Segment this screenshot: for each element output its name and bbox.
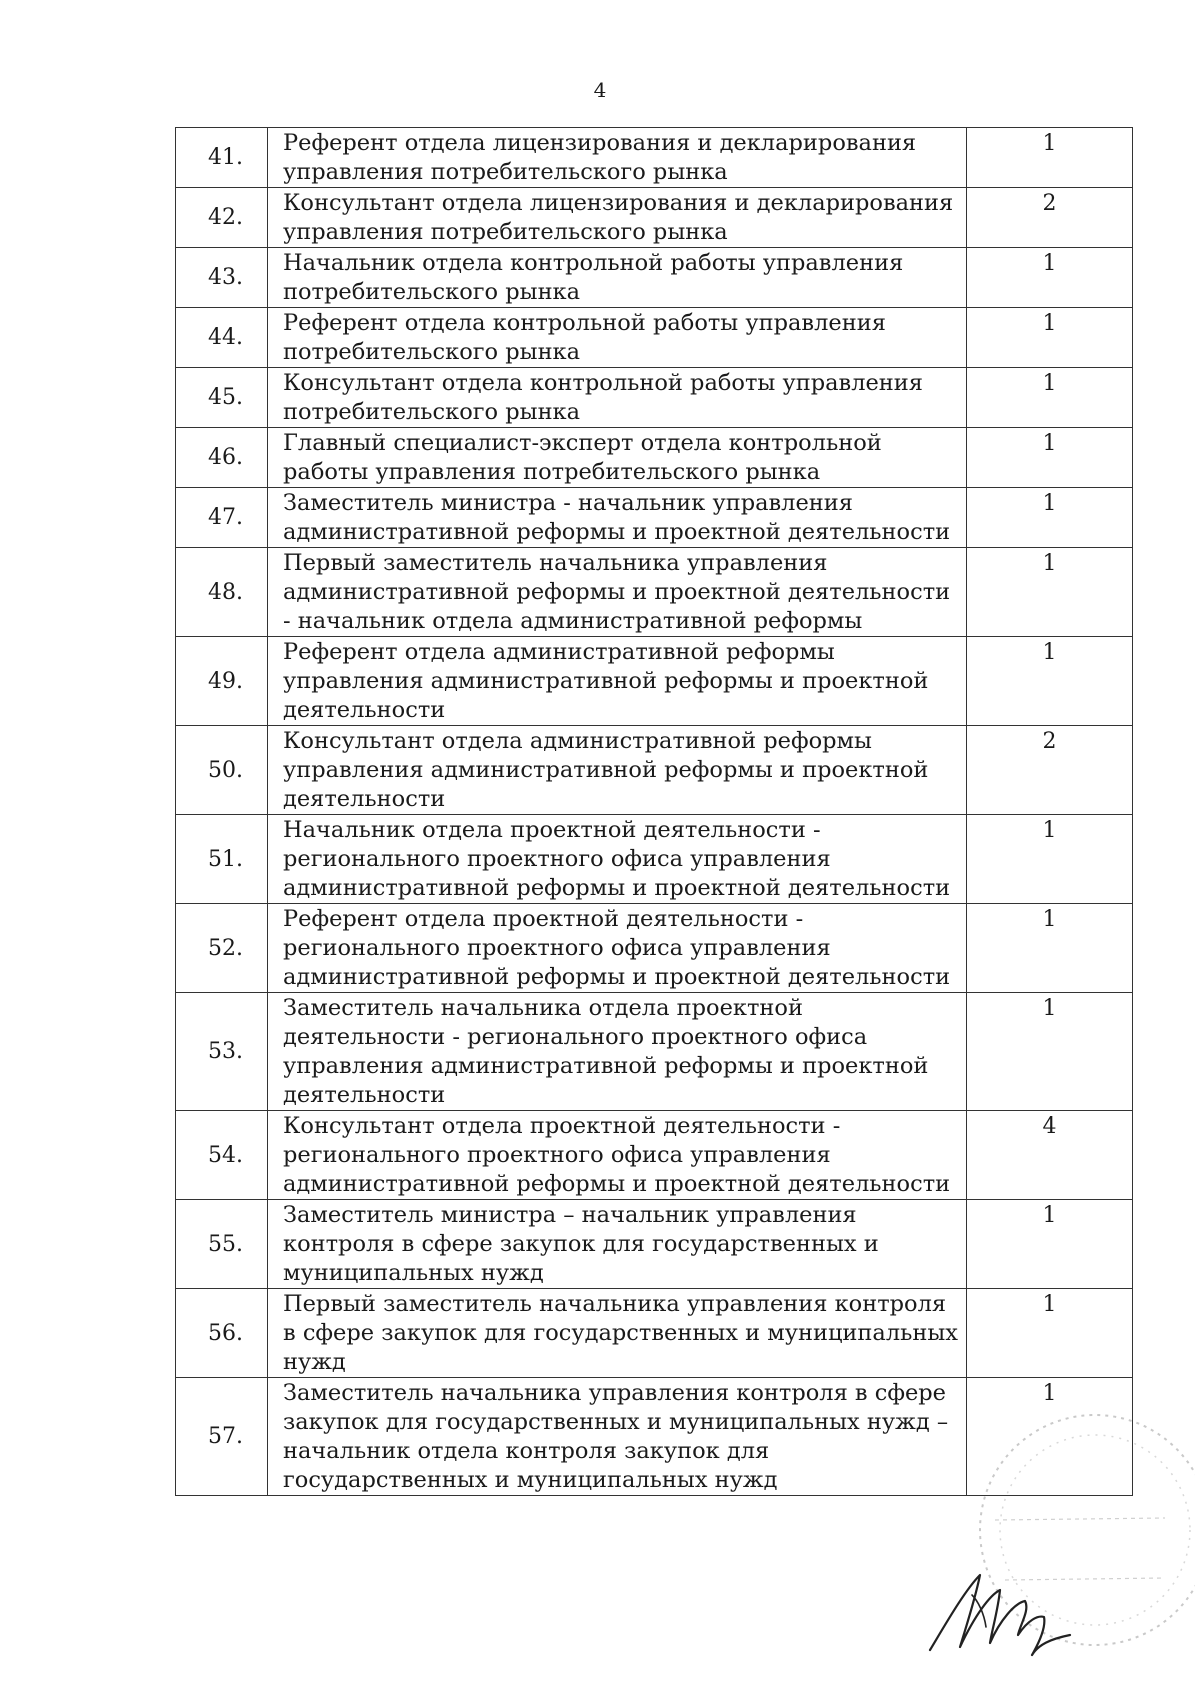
row-number: 56. [176, 1289, 268, 1378]
table-row [176, 1111, 1133, 1200]
position-title: Консультант отдела проектной деятельности - регионального проектного офиса управления административной реформы и проектной деятельности [268, 1111, 967, 1200]
table-row [176, 815, 1133, 904]
position-count: 2 [967, 188, 1133, 248]
row-number: 52. [176, 904, 268, 993]
position-count: 1 [967, 637, 1133, 726]
position-count: 2 [967, 726, 1133, 815]
position-count: 1 [967, 1200, 1133, 1289]
position-title: Первый заместитель начальника управления административной реформы и проектной деятельности - начальник отдела административной реформы [268, 548, 967, 637]
table-row [176, 637, 1133, 726]
table-row [176, 488, 1133, 548]
row-number: 55. [176, 1200, 268, 1289]
position-title: Заместитель начальника управления контроля в сфере закупок для государственных и муниципальных нужд – начальник отдела контроля закупок для государственных и муниципальных нужд [268, 1378, 967, 1496]
position-title: Референт отдела контрольной работы управления потребительского рынка [268, 308, 967, 368]
position-title: Начальник отдела проектной деятельности - регионального проектного офиса управления административной реформы и проектной деятельности [268, 815, 967, 904]
position-count: 4 [967, 1111, 1133, 1200]
position-count: 1 [967, 488, 1133, 548]
row-number: 50. [176, 726, 268, 815]
position-title: Заместитель министра – начальник управления контроля в сфере закупок для государственных и муниципальных нужд [268, 1200, 967, 1289]
position-title: Начальник отдела контрольной работы управления потребительского рынка [268, 248, 967, 308]
position-title: Референт отдела проектной деятельности - регионального проектного офиса управления административной реформы и проектной деятельности [268, 904, 967, 993]
row-number: 51. [176, 815, 268, 904]
row-number: 47. [176, 488, 268, 548]
position-title: Консультант отдела контрольной работы управления потребительского рынка [268, 368, 967, 428]
table-row [176, 1378, 1133, 1496]
table-row [176, 428, 1133, 488]
table-row [176, 248, 1133, 308]
position-count: 1 [967, 904, 1133, 993]
row-number: 44. [176, 308, 268, 368]
position-title: Референт отдела лицензирования и декларирования управления потребительского рынка [268, 128, 967, 188]
row-number: 48. [176, 548, 268, 637]
table-row [176, 1289, 1133, 1378]
table-row [176, 993, 1133, 1111]
position-count: 1 [967, 368, 1133, 428]
position-title: Первый заместитель начальника управления контроля в сфере закупок для государственных и муниципальных нужд [268, 1289, 967, 1378]
table-row [176, 726, 1133, 815]
position-count: 1 [967, 815, 1133, 904]
position-count: 1 [967, 548, 1133, 637]
table-row [176, 128, 1133, 188]
position-count: 1 [967, 428, 1133, 488]
row-number: 57. [176, 1378, 268, 1496]
signature [920, 1555, 1080, 1665]
row-number: 46. [176, 428, 268, 488]
position-title: Консультант отдела лицензирования и декларирования управления потребительского рынка [268, 188, 967, 248]
row-number: 45. [176, 368, 268, 428]
table-row [176, 1200, 1133, 1289]
row-number: 41. [176, 128, 268, 188]
position-count: 1 [967, 128, 1133, 188]
table-row [176, 368, 1133, 428]
table-body [176, 128, 1133, 1496]
position-title: Референт отдела административной реформы управления административной реформы и проектной деятельности [268, 637, 967, 726]
position-title: Консультант отдела административной реформы управления административной реформы и проектной деятельности [268, 726, 967, 815]
row-number: 54. [176, 1111, 268, 1200]
table-row [176, 904, 1133, 993]
row-number: 53. [176, 993, 268, 1111]
table-row [176, 548, 1133, 637]
position-title: Заместитель министра - начальник управления административной реформы и проектной деятельности [268, 488, 967, 548]
position-title: Главный специалист-эксперт отдела контрольной работы управления потребительского рынка [268, 428, 967, 488]
positions-table [175, 127, 1133, 1496]
position-count: 1 [967, 248, 1133, 308]
position-count: 1 [967, 1378, 1133, 1496]
page-number: 4 [593, 78, 607, 102]
table-row [176, 188, 1133, 248]
table-row [176, 308, 1133, 368]
position-count: 1 [967, 993, 1133, 1111]
position-count: 1 [967, 1289, 1133, 1378]
position-title: Заместитель начальника отдела проектной деятельности - регионального проектного офиса управления административной реформы и проектной деятельности [268, 993, 967, 1111]
position-count: 1 [967, 308, 1133, 368]
row-number: 42. [176, 188, 268, 248]
row-number: 49. [176, 637, 268, 726]
row-number: 43. [176, 248, 268, 308]
